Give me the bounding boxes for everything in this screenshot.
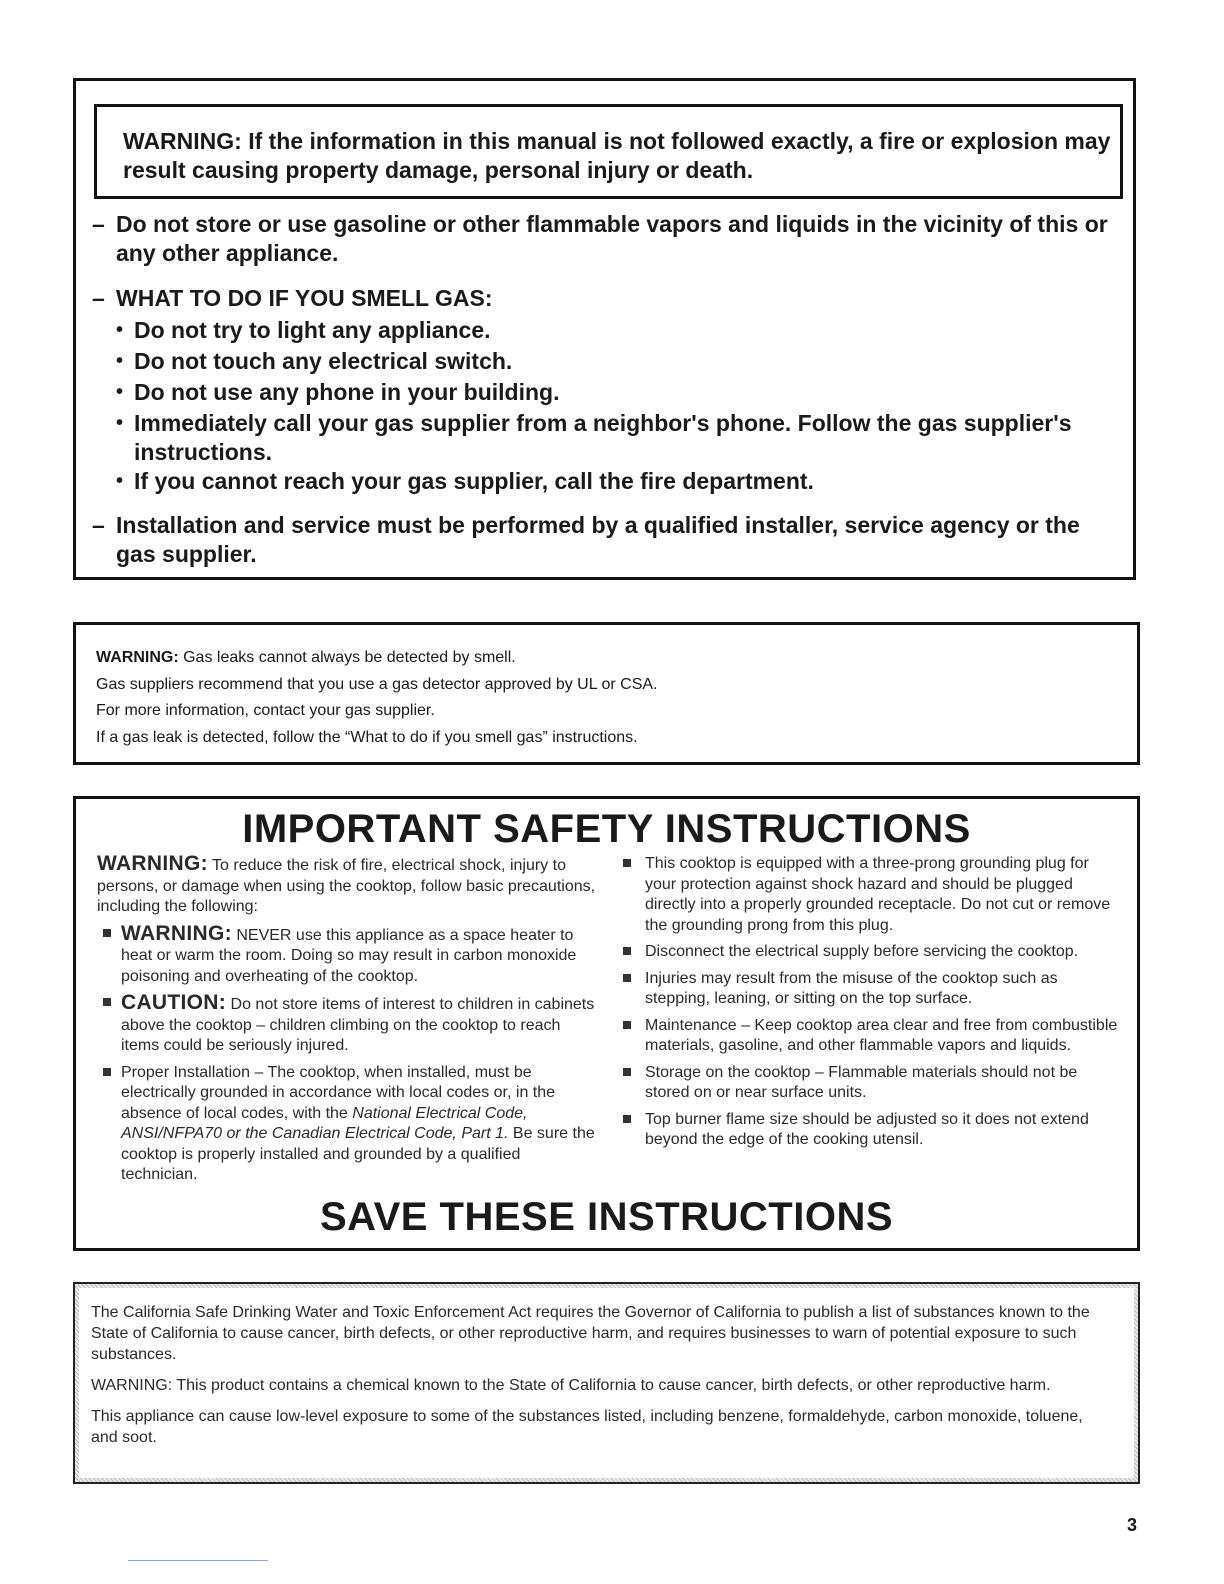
gas-leak-box xyxy=(73,622,1140,765)
list-item: This cooktop is equipped with a three-prong grounding plug for your protection against shock hazard and should be plugged directly into a properly grounded receptacle. Do not cut or remove the grounding prong from this plug. xyxy=(611,854,1121,936)
bullet-square-icon xyxy=(623,974,631,982)
page-number: 3 xyxy=(1127,1515,1138,1535)
list-item: Disconnect the electrical supply before servicing the cooktop. xyxy=(611,942,1121,963)
list-item: Injuries may result from the misuse of the cooktop such as stepping, leaning, or sitting on the top surface. xyxy=(611,969,1121,1010)
safety-instructions-box xyxy=(73,796,1140,1251)
bullet-square-icon xyxy=(623,947,631,955)
bullet-icon: • xyxy=(116,381,124,403)
bullet-square-icon xyxy=(103,929,111,937)
dash-mark: – xyxy=(92,211,105,237)
gas-leak-line: For more information, contact your gas supplier. xyxy=(96,702,435,719)
bullet-square-icon xyxy=(103,998,111,1006)
safety-intro: WARNING: To reduce the risk of fire, electrical shock, injury to persons, or damage when using the cooktop, follow basic precautions, including the following: xyxy=(97,852,596,915)
bullet-square-icon xyxy=(623,859,631,867)
list-item: • Do not use any phone in your building. xyxy=(116,379,560,405)
bullet-square-icon xyxy=(623,1021,631,1029)
california-notice-box xyxy=(73,1282,1140,1484)
bullet-icon: • xyxy=(116,412,124,434)
warning-label: WARNING: xyxy=(121,921,232,945)
caution-label: CAUTION: xyxy=(121,991,227,1014)
save-instructions-title: SAVE THESE INSTRUCTIONS xyxy=(319,1195,894,1239)
list-item: • Immediately call your gas supplier from a neighbor's phone. Follow the gas supplier's instructions. xyxy=(116,410,1072,465)
bullet-square-icon xyxy=(623,1115,631,1123)
dash-mark: – xyxy=(92,285,105,311)
bullet-icon: • xyxy=(116,350,124,372)
gas-warning-header: WARNING: If the information in this manual is not followed exactly, a fire or explosion may result causing property damage, personal injury or death. xyxy=(94,104,1123,199)
gas-warning-box xyxy=(73,78,1136,580)
list-item: Top burner flame size should be adjusted so it does not extend beyond the edge of the cooking utensil. xyxy=(611,1110,1121,1151)
dont-store-text: Do not store or use gasoline or other flammable vapors and liquids in the vicinity of this or any other appliance. xyxy=(116,211,1108,266)
safety-right-column xyxy=(611,854,1121,1157)
installation-item: – Installation and service must be performed by a qualified installer, service agency or the gas supplier. xyxy=(92,512,1080,567)
warning-label: WARNING: xyxy=(96,649,179,666)
dash-mark: – xyxy=(92,512,105,538)
divider xyxy=(128,1560,268,1561)
bullet-square-icon xyxy=(103,1068,111,1076)
list-item: Maintenance – Keep cooktop area clear and free from combustible materials, gasoline, and other flammable vapors and liquids. xyxy=(611,1016,1121,1057)
list-item: Storage on the cooktop – Flammable materials should not be stored on or near surface units. xyxy=(611,1063,1121,1104)
gas-leak-line: If a gas leak is detected, follow the “What to do if you smell gas” instructions. xyxy=(96,728,638,746)
list-item: CAUTION: Do not store items of interest to children in cabinets above the cooktop – children climbing on the cooktop to reach items could be seriously injured. xyxy=(97,993,597,1057)
bullet-icon: • xyxy=(116,470,124,492)
california-paragraph: This appliance can cause low-level exposure to some of the substances listed, including benzene, formaldehyde, carbon monoxide, toluene, and soot. xyxy=(91,1408,1083,1446)
safety-left-column xyxy=(97,854,597,1192)
california-paragraph: WARNING: This product contains a chemical known to the State of California to cause cancer, birth defects, or other reproductive harm. xyxy=(91,1377,1051,1394)
list-item: WARNING: NEVER use this appliance as a space heater to heat or warm the room. Doing so may result in carbon monoxide poisoning and overheating of the cooktop. xyxy=(97,924,597,988)
california-notice-content xyxy=(79,1288,1134,1478)
gas-leak-line: WARNING: Gas leaks cannot always be detected by smell. xyxy=(96,649,516,666)
warning-label: WARNING: xyxy=(97,852,208,875)
california-paragraph: The California Safe Drinking Water and Toxic Enforcement Act requires the Governor of California to publish a list of substances known to the State of California to cause cancer, birth defects, or other reproductive harm, and requires businesses to warn of potential exposure to such substances. xyxy=(91,1304,1090,1363)
code-reference: National Electrical Code, ANSI/NFPA70 or the Canadian Electrical Code, Part 1. xyxy=(121,1104,528,1142)
list-item: • If you cannot reach your gas supplier, call the fire department. xyxy=(116,468,814,494)
list-item: • Do not try to light any appliance. xyxy=(116,317,491,343)
list-item: • Do not touch any electrical switch. xyxy=(116,348,513,374)
gas-leak-line: Gas suppliers recommend that you use a gas detector approved by UL or CSA. xyxy=(96,675,658,693)
list-item: Proper Installation – The cooktop, when installed, must be electrically grounded in accordance with local codes or, in the absence of local codes, with the National Electrical Code, ANSI/NFPA70 or the Canadian Electrical Code, Part 1. Be sure the cooktop is properly installed and grounded by a qualified technician. xyxy=(97,1063,597,1186)
important-safety-title: IMPORTANT SAFETY INSTRUCTIONS xyxy=(242,807,971,851)
dont-store-item xyxy=(92,210,1122,268)
smell-gas-title: – WHAT TO DO IF YOU SMELL GAS: xyxy=(92,285,493,311)
bullet-icon: • xyxy=(116,319,124,341)
bullet-square-icon xyxy=(623,1068,631,1076)
